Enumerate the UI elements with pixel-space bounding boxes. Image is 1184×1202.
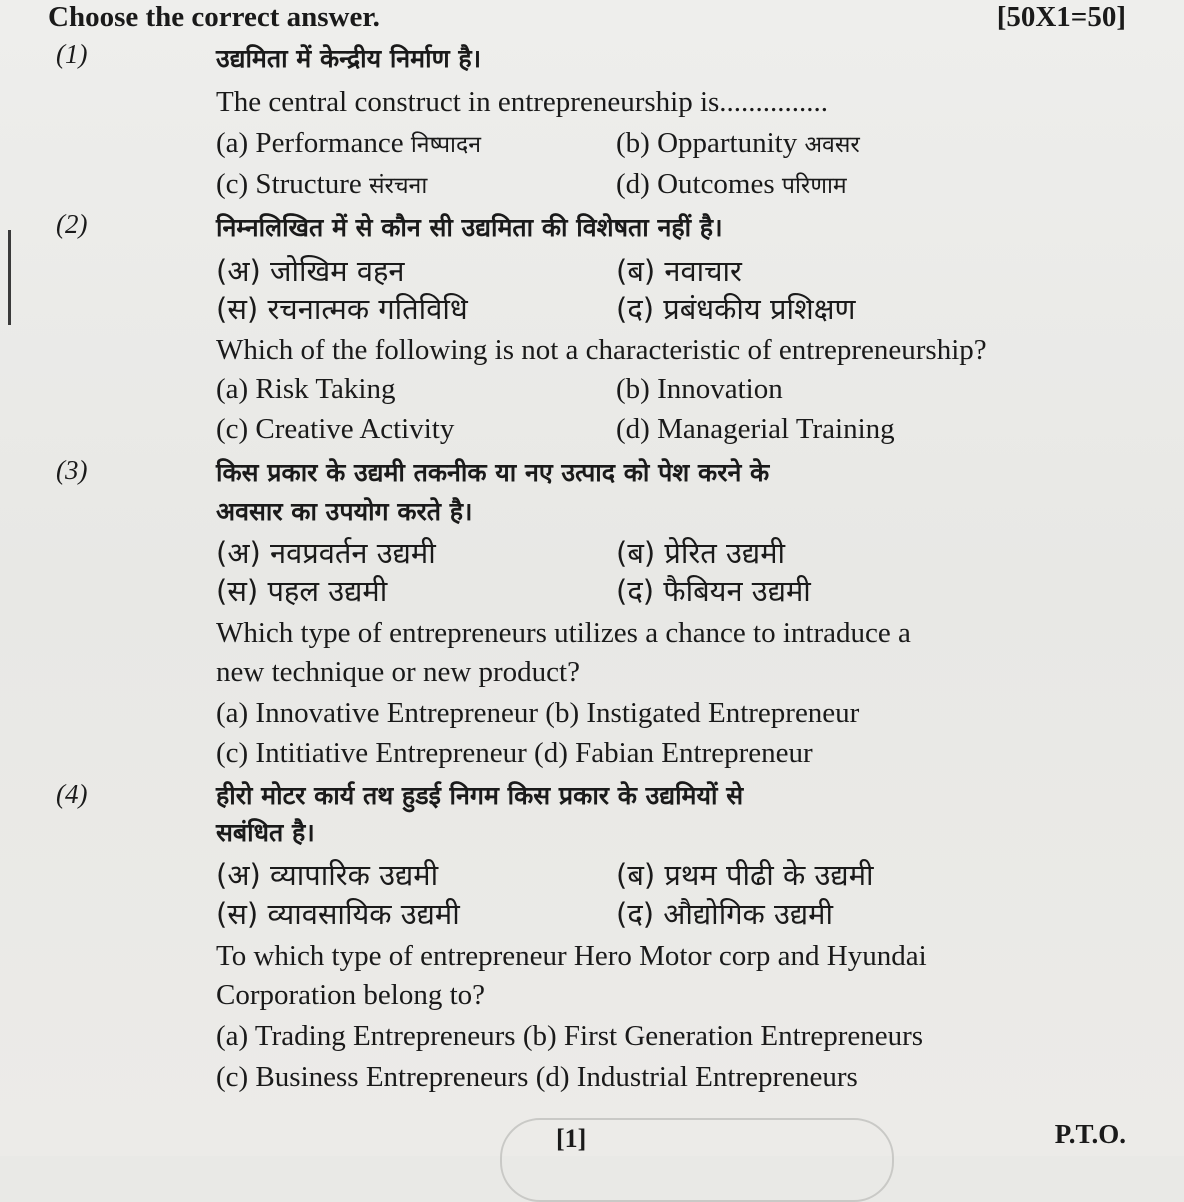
option-hindi: निष्पादन [410, 132, 481, 158]
hindi-option-b: (ब) नवाचार [616, 254, 742, 288]
option-b: (b) Innovation [616, 373, 783, 405]
option-label: (c) Structure [216, 168, 362, 200]
option-hindi: परिणाम [781, 173, 847, 199]
question-english-text: The central construct in entrepreneurship is............... [216, 86, 829, 118]
option-c: (c) Creative Activity [216, 413, 455, 445]
question-hindi-text: उद्यमिता में केन्द्रीय निर्माण है। [216, 44, 482, 73]
hindi-option-c: (स) पहल उद्यमी [216, 574, 388, 608]
option-label: (d) Outcomes [616, 168, 782, 200]
hindi-option-a: (अ) नवप्रवर्तन उद्यमी [216, 536, 436, 570]
question-number: (4) [56, 779, 88, 809]
option-b [616, 126, 860, 162]
hindi-option-a: (अ) व्यापारिक उद्यमी [216, 858, 439, 892]
question-hindi-text: सबंधित है। [216, 818, 315, 847]
question-english-text: To which type of entrepreneur Hero Motor corp and Hyundai [216, 940, 927, 972]
option-row: (a) Trading Entrepreneurs (b) First Generation Entrepreneurs [216, 1020, 924, 1052]
option-a: (a) Risk Taking [216, 373, 396, 405]
hindi-option-d: (द) फैबियन उद्यमी [616, 574, 811, 608]
hindi-option-b: (ब) प्रेरित उद्यमी [616, 536, 786, 570]
option-row: (c) Intitiative Entrepreneur (d) Fabian Entrepreneur [216, 737, 813, 769]
question-number: (1) [56, 39, 88, 69]
option-d [616, 167, 847, 203]
option-hindi: अवसर [804, 132, 860, 158]
option-label: (a) Performance [216, 127, 404, 159]
option-a [216, 126, 481, 162]
option-row: (a) Innovative Entrepreneur (b) Instigated Entrepreneur [216, 697, 860, 729]
question-english-text: new technique or new product? [216, 656, 580, 688]
hindi-option-b: (ब) प्रथम पीढी के उद्यमी [616, 858, 874, 892]
question-english-text: Which type of entrepreneurs utilizes a chance to intraduce a [216, 617, 911, 649]
question-number: (2) [56, 209, 88, 239]
hindi-option-c: (स) रचनात्मक गतिविधि [216, 292, 468, 326]
option-label: (b) Oppartunity [616, 127, 798, 159]
question-hindi-text: किस प्रकार के उद्यमी तकनीक या नए उत्पाद को पेश करने के [216, 458, 770, 487]
hindi-option-d: (द) औद्योगिक उद्यमी [616, 897, 834, 931]
option-c [216, 167, 427, 203]
page-number: [1] [556, 1124, 587, 1153]
option-hindi: संरचना [369, 173, 428, 199]
scan-mark [8, 230, 11, 325]
option-row: (c) Business Entrepreneurs (d) Industrial Entrepreneurs [216, 1061, 858, 1093]
hindi-option-a: (अ) जोखिम वहन [216, 254, 405, 288]
question-hindi-text: अवसार का उपयोग करते है। [216, 497, 473, 526]
hindi-option-d: (द) प्रबंधकीय प्रशिक्षण [616, 292, 856, 326]
question-hindi-text: हीरो मोटर कार्य तथ हुडई निगम किस प्रकार के उद्यमियों से [216, 781, 744, 810]
hindi-option-c: (स) व्यावसायिक उद्यमी [216, 897, 460, 931]
question-english-text: Which of the following is not a characteristic of entrepreneurship? [216, 334, 987, 366]
question-number: (3) [56, 455, 88, 485]
option-d: (d) Managerial Training [616, 413, 895, 445]
marks-label: [50X1=50] [996, 1, 1126, 33]
instruction-heading: Choose the correct answer. [48, 1, 380, 33]
question-english-text: Corporation belong to? [216, 979, 486, 1011]
question-hindi-text: निम्नलिखित में से कौन सी उद्यमिता की विशेषता नहीं है। [216, 213, 723, 242]
pto-label: P.T.O. [1054, 1119, 1126, 1149]
